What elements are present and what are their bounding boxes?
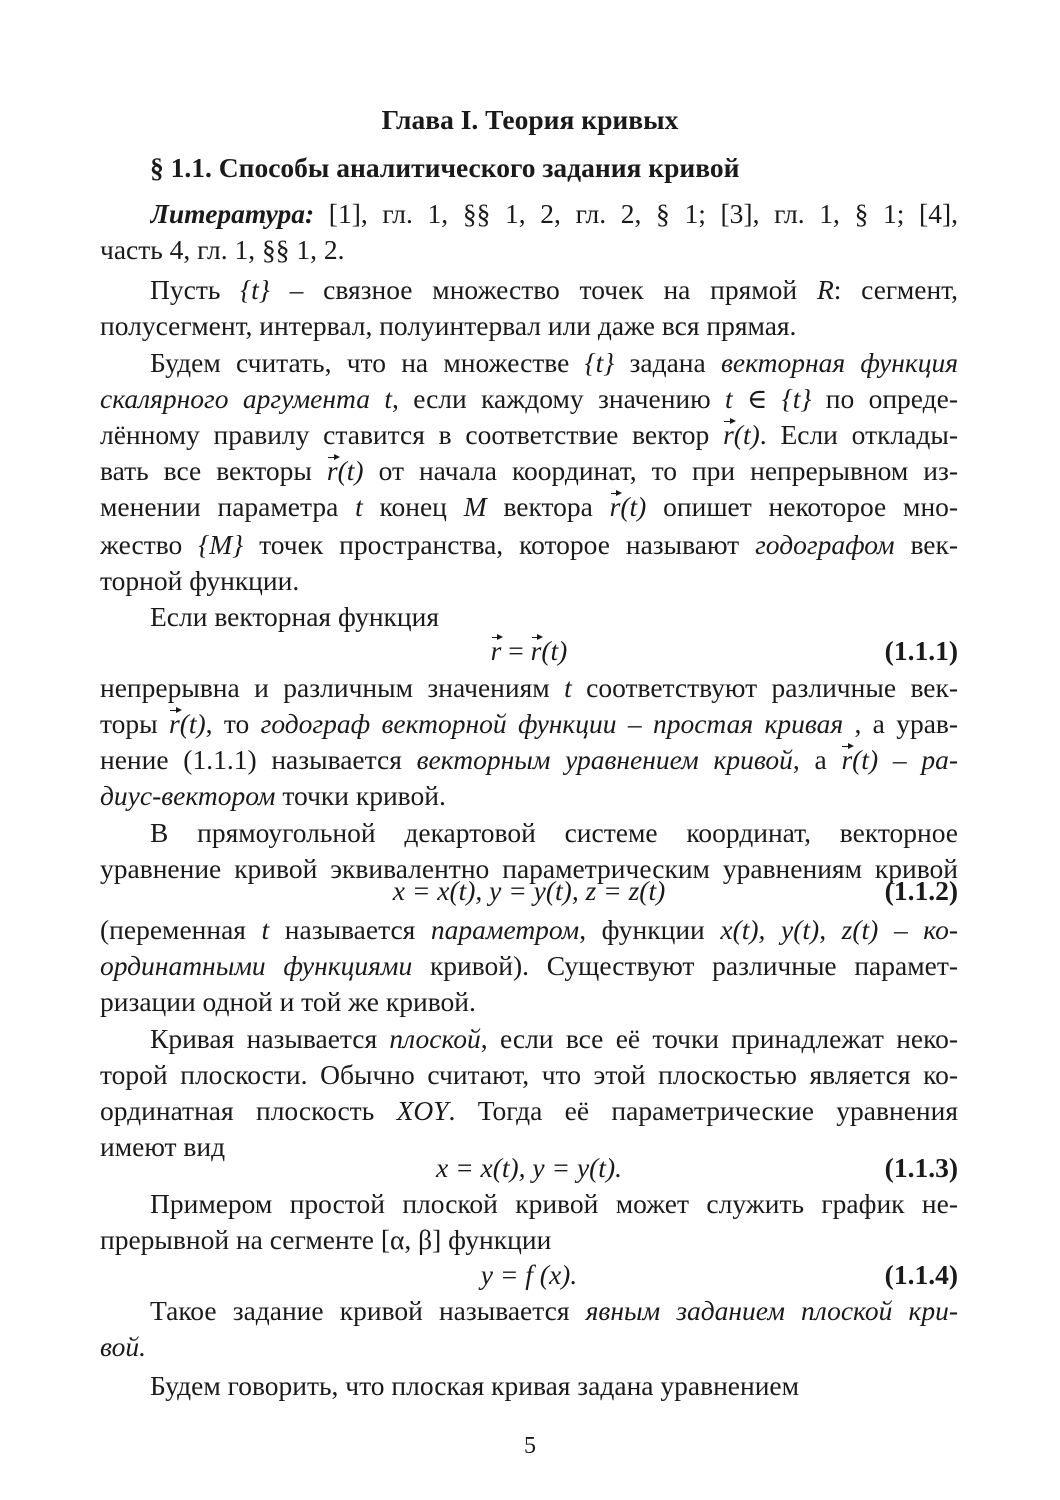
para2-line-1: Будем считать, что на множестве {t} задана векторная функция [150,347,958,378]
para3-intro: Если векторная функция [150,601,439,632]
para5-line-3: ординатная плоскость XOY. Тогда её параметрические уравнения [100,1095,958,1126]
para2-line-5: менении параметра t конец M вектора r(t) опишет некоторое мно- [100,489,958,525]
para2-line-6: жество {M} точек пространства, которое называют годографом век- [100,529,958,560]
formula-1-1-2-expression: x = x(t), y = y(t), z = z(t) [392,875,666,906]
para7-line-1: Такое задание кривой называется явным заданием плоской кри- [150,1295,958,1326]
para5-line-2: торой плоскости. Обычно считают, что этой плоскостью является ко- [100,1059,958,1090]
para4-line-3: (переменная t называется параметром, функции x(t), y(t), z(t) – ко- [100,914,958,945]
para2-line-4: вать все векторы r(t) от начала координат, то при непрерывном из- [100,453,958,489]
literature-line-1 [150,196,958,232]
para1-line-1: Пусть {t} – связное множество точек на прямой R: сегмент, [150,274,958,305]
para4-line-5: ризации одной и той же кривой. [100,986,476,1017]
section-title: § 1.1. Способы аналитического задания кривой [150,152,740,183]
formula-1-1-4-number: (1.1.4) [884,1259,958,1290]
para3-line-2: торы r(t), то годограф векторной функции – простая кривая , а урав- [100,706,958,742]
para2-line-7: торной функции. [100,565,300,596]
formula-1-1-3-expression: x = x(t), y = y(t). [436,1152,622,1183]
para3-line-1: непрерывна и различным значениям t соответствуют различные век- [100,672,958,703]
literature-refs: [1], гл. 1, §§ 1, 2, гл. 2, § 1; [3], гл. 1, § 1; [4], [328,198,958,229]
formula-1-1-3-number: (1.1.3) [884,1152,958,1183]
para5-line-1: Кривая называется плоской, если все её точки принадлежат неко- [150,1023,958,1054]
literature-label: Литература: [150,198,315,229]
para2-line-2: скалярного аргумента t, если каждому значению t ∈ {t} по опреде- [100,383,958,414]
para6-line-2: прерывной на сегменте [α, β] функции [100,1224,552,1255]
literature-line-2: часть 4, гл. 1, §§ 1, 2. [100,234,345,265]
page-number: 5 [524,1433,536,1459]
formula-1-1-1-number: (1.1.1) [884,635,958,666]
para5-line-4: имеют вид [100,1131,226,1162]
para8-line-1: Будем говорить, что плоская кривая задана уравнением [150,1370,800,1401]
formula-1-1-2-number: (1.1.2) [884,875,958,906]
para4-line-2: уравнение кривой эквивалентно параметрическим уравнениям кривой [100,853,958,884]
para2-line-3: лённому правилу ставится в соответствие вектор r(t). Если отклады- [100,417,958,453]
para3-line-3: нение (1.1.1) называется векторным уравнением кривой, а r(t) – ра- [100,742,958,778]
para4-line-4: ординатными функциями кривой). Существуют различные парамет- [100,950,958,981]
para6-line-1: Примером простой плоской кривой может служить график не- [150,1188,958,1219]
para3-line-4: диус-вектором точки кривой. [100,780,446,811]
para4-line-1: В прямоугольной декартовой системе координат, векторное [150,817,958,848]
chapter-title: Глава I. Теория кривых [381,104,679,135]
formula-1-1-4-expression: y = f (x). [480,1259,578,1290]
formula-1-1-1-expression: r = r(t) [100,633,958,669]
para7-line-2: вой. [100,1331,146,1362]
para1-line-2: полусегмент, интервал, полуинтервал или даже вся прямая. [100,310,797,341]
